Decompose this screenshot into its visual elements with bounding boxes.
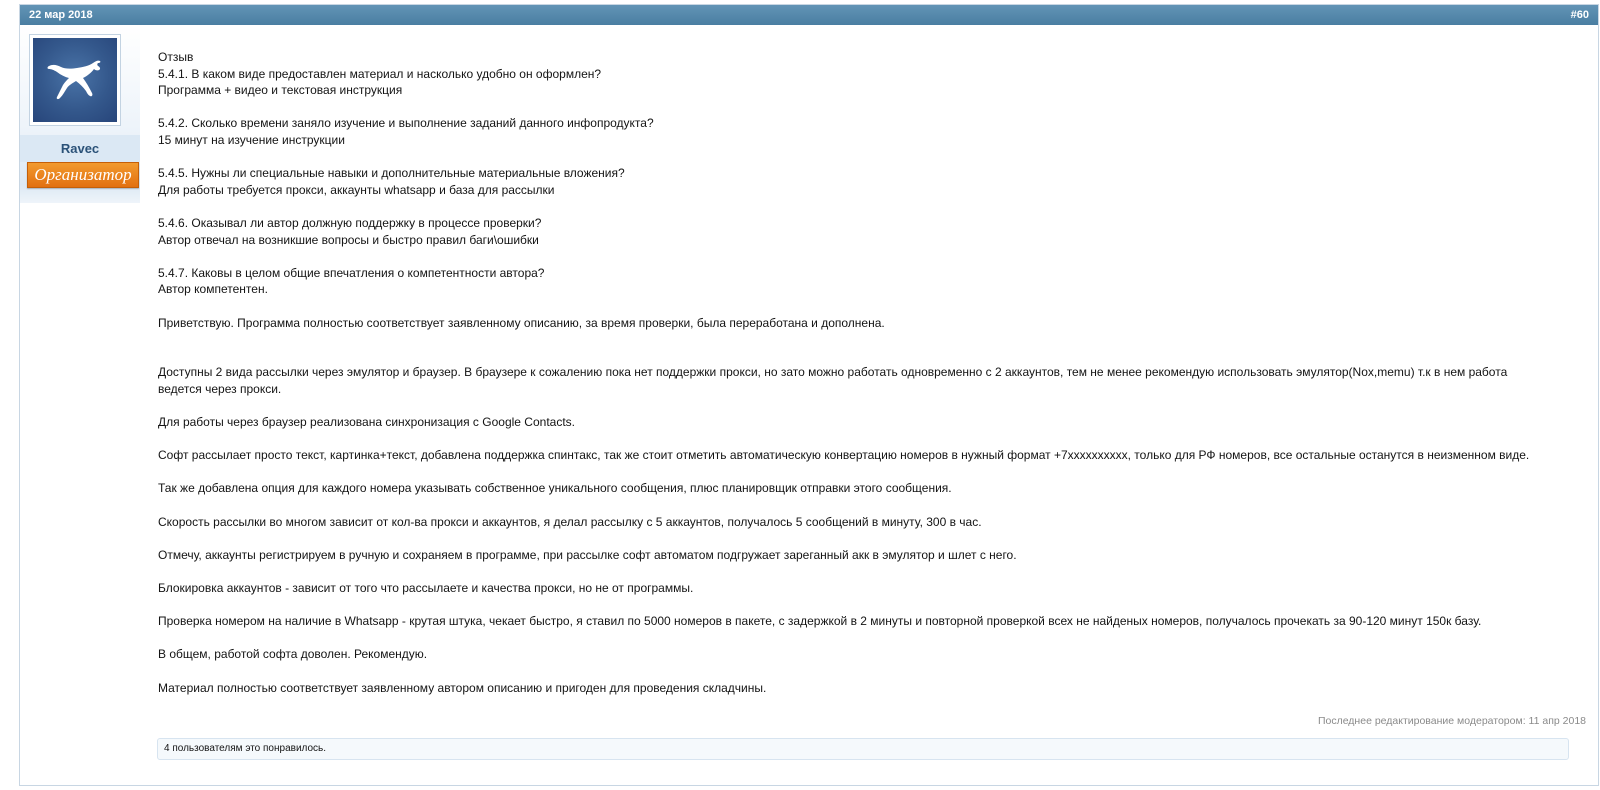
message-line (158, 298, 1578, 315)
message-line (158, 348, 1578, 365)
message-line: Софт рассылает просто текст, картинка+текст, добавлена поддержка спинтакс, так же стоит отметить автоматическую конвертацию номеров в нужный формат +7xxxxxxxxxx, только для РФ номеров, все остальные останутся в неизменном виде. (158, 448, 1530, 463)
role-badge: Организатор (27, 162, 139, 188)
message-line: Для работы требуется прокси, аккаунты whatsapp и база для рассылки (158, 182, 555, 197)
puma-logo-icon (45, 56, 105, 104)
message-line: 5.4.7. Каковы в целом общие впечатления о компетентности автора? (158, 265, 545, 280)
avatar[interactable] (33, 38, 117, 122)
post-number-link[interactable]: #60 (1570, 9, 1589, 21)
avatar-frame (29, 34, 121, 126)
message-line: Проверка номером на наличие в Whatsapp - крутая штука, чекает быстро, я ставил по 5000 номеров в пакете, с задержкой в 2 минуты и повторной проверкой всех не найденых номеров, получалось прочекать за 90-120 минут 150к базу. (158, 614, 1482, 629)
message-line: Так же добавлена опция для каждого номера указывать собственное уникального сообщения, плюс планировщик отправки этого сообщения. (158, 481, 952, 496)
edit-note: Последнее редактирование модератором: 11 апр 2018 (1317, 715, 1586, 727)
message-line: Автор компетентен. (158, 282, 268, 297)
message-line: Программа + видео и текстовая инструкция (158, 83, 403, 98)
message-line: 5.4.5. Нужны ли специальные навыки и дополнительные материальные вложения? (158, 166, 625, 181)
message-line: 15 минут на изучение инструкции (158, 132, 345, 147)
username-link[interactable]: Ravec (20, 135, 140, 162)
message-line: В общем, работой софта доволен. Рекомендую. (158, 647, 428, 662)
post-date: 22 мар 2018 (29, 9, 93, 21)
forum-post (19, 4, 1599, 786)
message-line (158, 99, 1578, 116)
message-line: 5.4.1. В каком виде предоставлен материал и насколько удобно он оформлен? (158, 66, 602, 81)
message-line (158, 331, 1578, 348)
message-line (158, 248, 1578, 265)
message-line: Для работы через браузер реализована синхронизация с Google Contacts. (158, 415, 575, 430)
user-sidebar (20, 25, 140, 203)
message-line: Приветствую. Программа полностью соответствует заявленному описанию, за время проверки, была переработана и дополнена. (158, 315, 885, 330)
message-line (158, 563, 1578, 580)
message-line: Скорость рассылки во многом зависит от кол-ва прокси и аккаунтов, я делал рассылку с 5 аккаунтов, получалось 5 сообщений в минуту, 300 в час. (158, 514, 982, 529)
post-message (158, 49, 1578, 696)
likes-summary (157, 738, 1569, 760)
message-line (158, 663, 1578, 680)
message-line (158, 464, 1578, 481)
message-line: 5.4.6. Оказывал ли автор должную поддержку в процессе проверки? (158, 215, 542, 230)
message-line: 5.4.2. Сколько времени заняло изучение и выполнение заданий данного инфопродукта? (158, 116, 654, 131)
message-line: Отзыв (158, 50, 194, 64)
message-line (158, 198, 1578, 215)
message-line (158, 397, 1578, 414)
message-line (158, 597, 1578, 614)
likes-link[interactable]: 4 пользователям это понравилось. (164, 743, 327, 754)
message-line: Доступны 2 вида рассылки через эмулятор и браузер. В браузере к сожалению пока нет поддержки прокси, но зато можно работать одновременно с 2 аккаунтов, тем не менее рекомендую использовать эмулятор(Nox,memu) т.к в нем работа (158, 365, 1508, 380)
message-line (158, 149, 1578, 166)
message-line (158, 530, 1578, 547)
message-line: Автор отвечал на возникшие вопросы и быстро правил баги\ошибки (158, 232, 539, 247)
message-line: Материал полностью соответствует заявленному автором описанию и пригоден для проведения складчины. (158, 680, 767, 695)
message-line: ведется через прокси. (158, 381, 282, 396)
post-header (20, 5, 1598, 25)
message-line (158, 431, 1578, 448)
message-line: Отмечу, аккаунты регистрируем в ручную и сохраняем в программе, при рассылке софт автоматом подгружает зареганный акк в эмулятор и шлет с него. (158, 547, 1017, 562)
message-line (158, 497, 1578, 514)
message-line: Блокировка аккаунтов - зависит от того что рассылаете и качества прокси, но не от программы. (158, 581, 694, 595)
message-line (158, 630, 1578, 647)
